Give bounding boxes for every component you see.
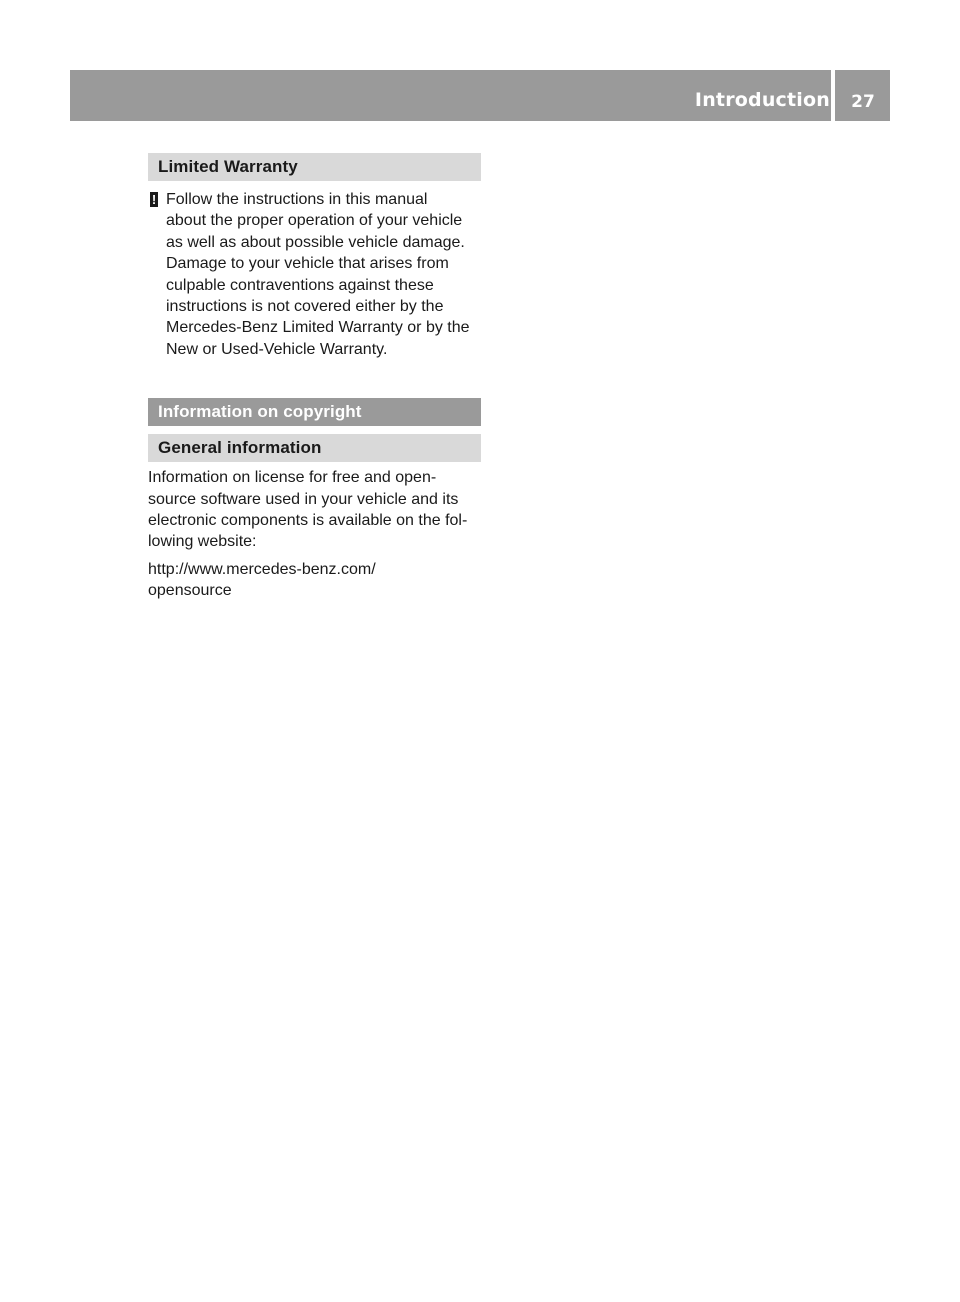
notice-line: Mercedes-Benz Limited Warranty or by the xyxy=(166,319,470,337)
content-column xyxy=(148,153,481,602)
notice-line: culpable contraventions against these xyxy=(166,276,434,294)
notice-line: Follow the instructions in this manual xyxy=(166,191,428,208)
notice-line: instructions is not covered either by the xyxy=(166,298,444,316)
notice-line: as well as about possible vehicle damage. xyxy=(166,233,465,251)
notice-line: about the proper operation of your vehicle xyxy=(166,212,463,230)
url-line: http://www.mercedes-benz.com/ xyxy=(148,560,376,578)
notice-line: Damage to your vehicle that arises from xyxy=(166,255,449,273)
paragraph-line: source software used in your vehicle and its xyxy=(148,490,459,508)
general-information-heading: General information xyxy=(148,434,481,462)
opensource-url xyxy=(148,559,481,602)
copyright-heading: Information on copyright xyxy=(148,398,481,426)
damage-notice xyxy=(148,189,481,360)
limited-warranty-heading: Limited Warranty xyxy=(148,153,481,181)
paragraph-line: electronic components is available on the fol- xyxy=(148,512,468,530)
header-divider xyxy=(831,70,835,121)
notice-line: New or Used-Vehicle Warranty. xyxy=(166,340,388,358)
exclamation-icon: ! xyxy=(151,192,157,207)
url-line: opensource xyxy=(148,582,232,600)
paragraph-line: lowing website: xyxy=(148,533,257,551)
running-header-title: Introduction xyxy=(694,89,830,111)
page-number: 27 xyxy=(851,92,875,112)
paragraph-line: Information on license for free and open- xyxy=(148,469,437,487)
license-paragraph xyxy=(148,467,481,553)
